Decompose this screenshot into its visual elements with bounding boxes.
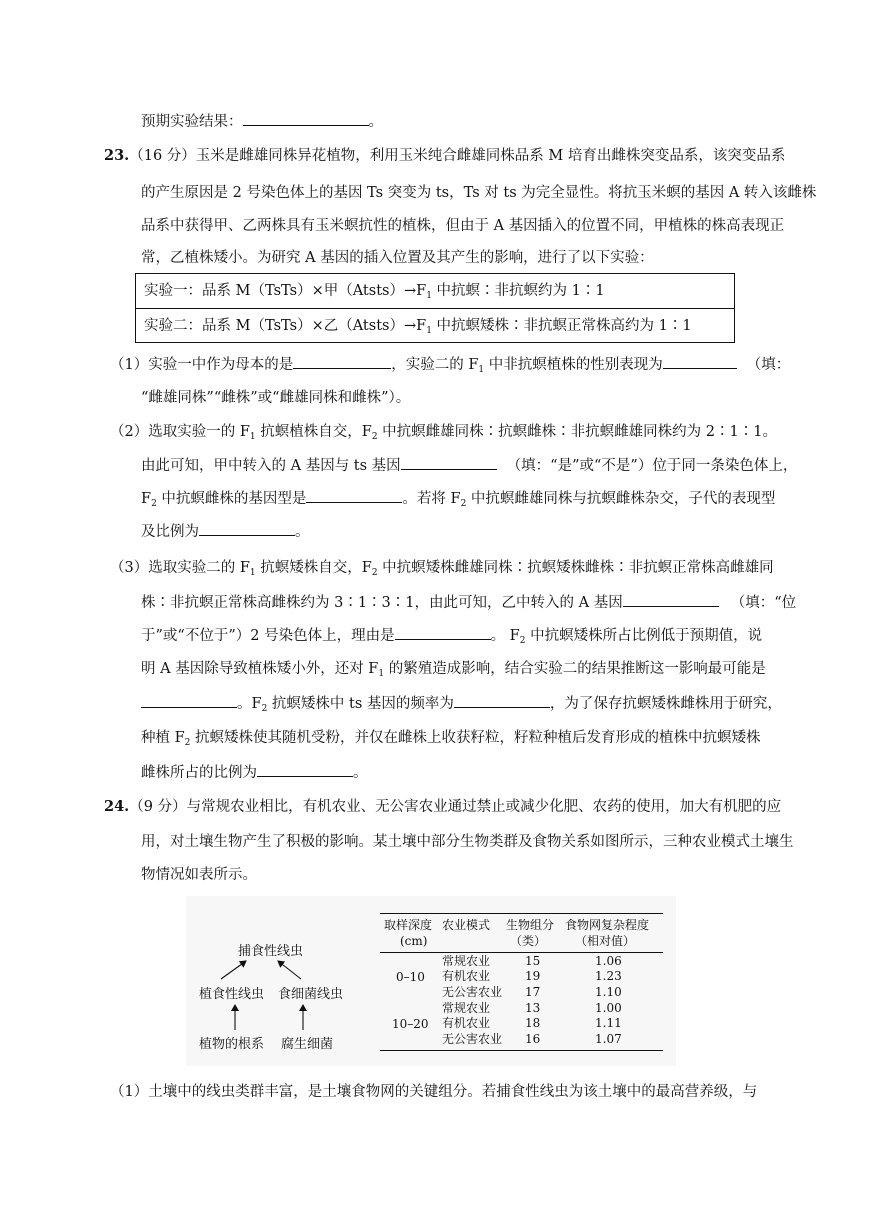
node-predatory-nematode: 捕食性线虫: [238, 944, 304, 959]
components-cell: 18: [525, 1016, 541, 1030]
q23-part2-line-3: [141, 488, 775, 509]
node-herbivorous-nematode: 植食性线虫: [199, 987, 265, 1002]
q23-part2-line-1: [110, 422, 777, 442]
text: 抗螟植株自交，F: [255, 424, 372, 440]
expected-result-line: [141, 111, 383, 132]
th-depth: 取样深度: [384, 918, 433, 932]
text: 。F: [237, 696, 262, 712]
table-top-rule: [380, 913, 663, 914]
subscript: 2: [371, 432, 378, 442]
components-cell: 13: [525, 1001, 541, 1015]
q24-line-3: 物情况如表所示。: [141, 867, 257, 883]
complexity-cell: 1.10: [595, 985, 622, 999]
text: 。: [353, 765, 368, 781]
subscript: 2: [151, 499, 157, 509]
mode-cell: 常规农业: [442, 1001, 491, 1015]
text: （2）选取实验一的 F: [110, 424, 250, 440]
text: 。若将 F: [402, 491, 461, 507]
answer-blank[interactable]: [395, 625, 491, 640]
subscript: 1: [426, 291, 432, 301]
text: 及比例为: [141, 524, 199, 540]
answer-blank[interactable]: [306, 488, 402, 503]
q23-part2-line-4: [141, 521, 310, 542]
complexity-cell: 1.23: [595, 969, 622, 983]
components-cell: 16: [525, 1032, 541, 1046]
text: 中抗螟矮株所占比例低于预期值，说: [525, 628, 763, 644]
q23-part3-line-1: [110, 558, 774, 578]
text: 实验一：品系 M（TsTs）×甲（Atsts）→F: [144, 283, 427, 299]
q24-line-1: [104, 797, 781, 817]
complexity-cell: 1.07: [595, 1032, 622, 1046]
text: ，为了保存抗螟矮株雌株用于研究，: [549, 696, 782, 712]
q23-part3-line-4: [141, 659, 766, 679]
text: 。: [368, 114, 383, 130]
depth-cell: 10–20: [392, 1017, 429, 1031]
text: 的繁殖造成影响，结合实验二的结果推断这一影响最可能是: [384, 661, 766, 677]
text: ，实验二的 F: [391, 357, 479, 373]
answer-blank[interactable]: [257, 762, 353, 777]
text: 明 A 基因除导致植株矮小外，还对 F: [141, 661, 379, 677]
text: （16 分）玉米是雌雄同株异花植物，利用玉米纯合雌雄同株品系 M 培育出雌株突变品系，该突变品系: [129, 148, 786, 164]
food-web-arrows: [186, 896, 386, 1066]
text: 中抗螟雌雄同株∶抗螟雌株∶非抗螟雌雄同株约为 2∶1∶1。: [377, 424, 777, 440]
q23-line-3: 品系中获得甲、乙两株具有玉米螟抗性的植株，但由于 A 基因插入的位置不同，甲植株的株高表现正: [141, 218, 785, 234]
th-mode: 农业模式: [442, 918, 491, 932]
q23-line-1: [104, 146, 785, 166]
q23-line-2: 的产生原因是 2 号染色体上的基因 Ts 突变为 ts，Ts 对 ts 为完全显性。将抗玉米螟的基因 A 转入该雌株: [141, 185, 817, 201]
complexity-cell: 1.11: [595, 1016, 622, 1030]
q23-part3-line-5: [141, 693, 782, 714]
text: （填：“是”或“不是”）位于同一条染色体上，: [506, 458, 798, 474]
complexity-cell: 1.06: [595, 954, 622, 968]
subscript: 1: [249, 568, 256, 578]
components-cell: 17: [525, 985, 541, 999]
text: 中非抗螟植株的性别表现为: [484, 357, 663, 373]
answer-blank[interactable]: [623, 592, 719, 607]
table-bottom-rule: [380, 1050, 663, 1051]
th-components-unit: （类）: [510, 934, 547, 948]
node-bacterivorous-nematode: 食细菌线虫: [278, 987, 344, 1002]
q23-part3-line-7: [141, 762, 368, 783]
divider: [136, 308, 734, 309]
arrow-bacterivore-to-predator: [278, 961, 301, 979]
q23-part1-line-2: “雌雄同株”“雌株”或“雌雄同株和雌株”）。: [141, 390, 411, 406]
question-number: 23.: [104, 147, 130, 164]
q23-part1-line-1: [110, 354, 790, 375]
th-complexity: 食物网复杂程度: [565, 918, 650, 932]
components-cell: 19: [525, 969, 541, 983]
text: 抗螟矮株自交，F: [255, 560, 372, 576]
experiment-box: [135, 273, 735, 343]
mode-cell: 无公害农业: [442, 1032, 503, 1046]
q23-part3-line-6: [141, 728, 761, 748]
subscript: 1: [249, 432, 256, 442]
text: （填：“位: [730, 595, 797, 611]
text: 雌株所占的比例为: [141, 765, 257, 781]
text: （3）选取实验二的 F: [110, 560, 250, 576]
answer-blank[interactable]: [454, 693, 550, 708]
q24-line-2: 用，对土壤生物产生了积极的影响。某土壤中部分生物类群及食物关系如图所示，三种农业模式土壤生: [141, 834, 794, 850]
subscript: 2: [371, 568, 378, 578]
experiment-1: [144, 281, 605, 301]
q24-part1-line-1: （1）土壤中的线虫类群丰富，是土壤食物网的关键组分。若捕食性线虫为该土壤中的最高营养级，与: [110, 1084, 758, 1100]
depth-cell: 0–10: [396, 970, 425, 984]
mode-cell: 无公害农业: [442, 985, 503, 999]
text: 中抗螟矮株雌雄同株∶抗螟矮株雌株∶非抗螟正常株高雌雄同: [377, 560, 774, 576]
mode-cell: 常规农业: [442, 954, 491, 968]
q23-part3-line-3: [141, 625, 762, 646]
answer-blank[interactable]: [141, 693, 237, 708]
experiment-2: [144, 316, 692, 336]
table-header-rule: [380, 952, 663, 953]
q23-line-4: 常，乙植株矮小。为研究 A 基因的插入位置及其产生的影响，进行了以下实验：: [141, 250, 654, 266]
text: 中抗螟雌雄同株与抗螟雌株杂交，子代的表现型: [466, 491, 776, 507]
subscript: 2: [460, 499, 467, 509]
text: 实验二：品系 M（TsTs）×乙（Atsts）→F: [144, 318, 427, 334]
text: 株∶非抗螟正常株高雌株约为 3∶1∶3∶1，由此可知，乙中转入的 A 基因: [141, 595, 623, 611]
mode-cell: 有机农业: [442, 1016, 491, 1030]
subscript: 2: [261, 704, 268, 714]
text: 预期实验结果：: [141, 114, 243, 130]
subscript: 1: [478, 365, 485, 375]
text: 抗螟矮株使其随机受粉，并仅在雌株上收获籽粒，籽粒种植后发育形成的植株中抗螟矮株: [190, 730, 761, 746]
text: 由此可知，甲中转入的 A 基因与 ts 基因: [141, 458, 401, 474]
text: 中抗螟雌株的基因型是: [156, 491, 307, 507]
components-cell: 15: [525, 954, 541, 968]
subscript: 2: [519, 636, 526, 646]
text: 种植 F: [141, 730, 185, 746]
text: F: [141, 491, 152, 507]
text: （填：: [746, 357, 791, 373]
text: 。: [295, 524, 310, 540]
q23-part3-line-2: [141, 592, 796, 613]
answer-blank[interactable]: [663, 354, 737, 369]
complexity-cell: 1.00: [595, 1001, 622, 1015]
text: 于”或“不位于”）2 号染色体上，理由是: [141, 628, 395, 644]
th-complexity-unit: （相对值）: [575, 934, 636, 948]
node-plant-roots: 植物的根系: [199, 1037, 265, 1052]
answer-blank[interactable]: [401, 455, 497, 470]
answer-blank[interactable]: [243, 111, 369, 126]
arrow-herbivore-to-predator: [221, 961, 246, 979]
th-depth-unit: (cm): [400, 934, 428, 948]
text: （1）实验一中作为母本的是: [110, 357, 294, 373]
subscript: 1: [426, 326, 432, 336]
mode-cell: 有机农业: [442, 969, 491, 983]
text: 中抗螟矮株∶非抗螟正常株高约为 1∶1: [431, 318, 692, 334]
subscript: 2: [184, 738, 191, 748]
text: （9 分）与常规农业相比，有机农业、无公害农业通过禁止或减少化肥、农药的使用，加大有机肥的应: [129, 799, 782, 815]
text: 中抗螟∶非抗螟约为 1∶1: [431, 283, 605, 299]
q23-part2-line-2: [141, 455, 797, 476]
answer-blank[interactable]: [199, 521, 295, 536]
subscript: 1: [378, 669, 385, 679]
text: 抗螟矮株中 ts 基因的频率为: [267, 696, 454, 712]
node-saprophytic-bacteria: 腐生细菌: [281, 1037, 334, 1052]
answer-blank[interactable]: [293, 354, 391, 369]
text: 。 F: [490, 628, 520, 644]
question-number: 24.: [104, 798, 130, 815]
th-components: 生物组分: [506, 918, 555, 932]
